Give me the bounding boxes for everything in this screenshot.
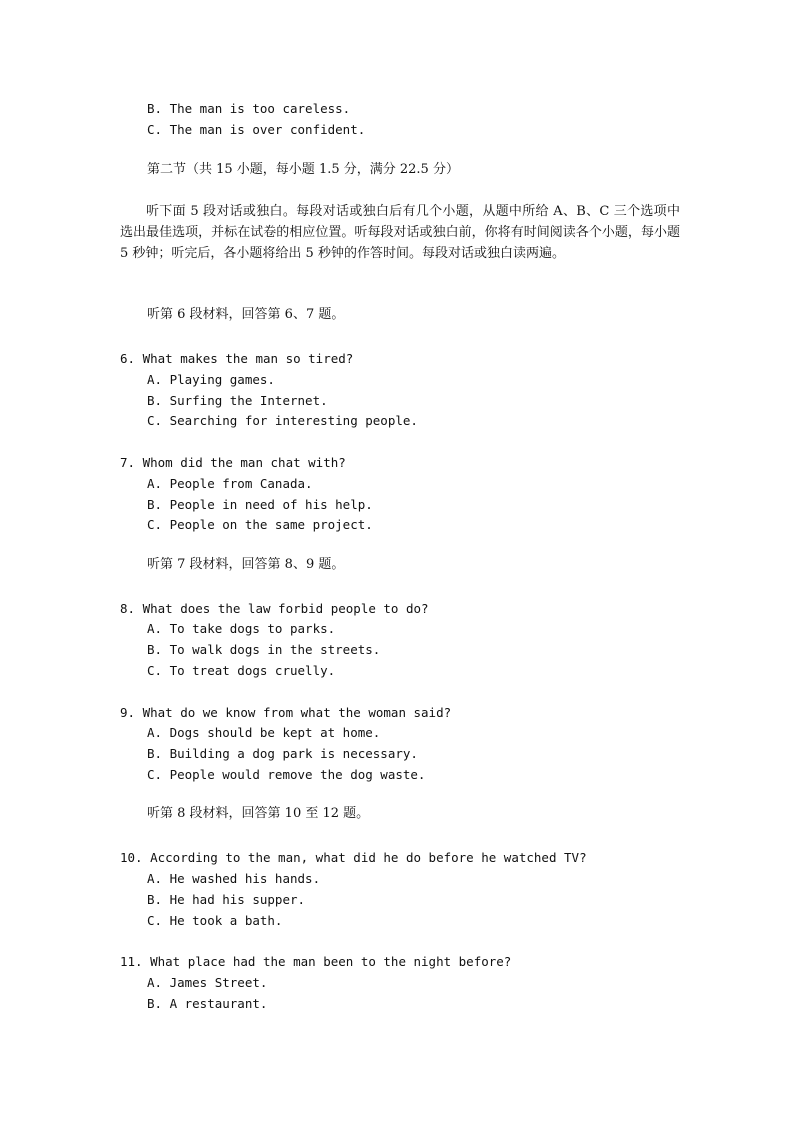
option-b: B. A restaurant. <box>147 996 268 1011</box>
material-heading: 听第 8 段材料，回答第 10 至 12 题。 <box>147 806 370 821</box>
option-a: A. People from Canada. <box>147 476 313 491</box>
option-c: C. To treat dogs cruelly. <box>147 663 336 678</box>
option-a: A. To take dogs to parks. <box>147 621 336 636</box>
option-c: C. He took a bath. <box>147 913 283 928</box>
option-a: A. James Street. <box>147 975 268 990</box>
question-stem: 6. What makes the man so tired? <box>120 351 354 366</box>
option-a: A. Dogs should be kept at home. <box>147 725 381 740</box>
material-heading: 听第 7 段材料，回答第 8、9 题。 <box>147 557 345 572</box>
question-stem: 9. What do we know from what the woman said? <box>120 705 452 720</box>
option-c: C. The man is over confident. <box>147 122 366 137</box>
option-c: C. People would remove the dog waste. <box>147 767 426 782</box>
question-stem: 10. According to the man, what did he do before he watched TV? <box>120 850 587 865</box>
instructions-paragraph: 听下面 5 段对话或独白。每段对话或独白后有几个小题，从题中所给 A、B、C 三个选项中选出最佳选项，并标在试卷的相应位置。听每段对话或独白前，你将有时间阅读各个小题，每小题 5 秒钟；听完后，各小题将给出 5 秒钟的作答时间。每段对话或独白读两遍。 <box>120 204 680 261</box>
option-b: B. He had his supper. <box>147 892 306 907</box>
material-heading: 听第 6 段材料，回答第 6、7 题。 <box>147 307 345 322</box>
option-b: B. The man is too careless. <box>147 101 351 116</box>
question-stem: 11. What place had the man been to the night before? <box>120 954 512 969</box>
option-b: B. To walk dogs in the streets. <box>147 642 381 657</box>
question-stem: 8. What does the law forbid people to do? <box>120 601 429 616</box>
option-b: B. People in need of his help. <box>147 497 373 512</box>
option-c: C. Searching for interesting people. <box>147 413 418 428</box>
section-header: 第二节（共 15 小题，每小题 1.5 分，满分 22.5 分） <box>147 162 459 177</box>
option-a: A. He washed his hands. <box>147 871 321 886</box>
option-a: A. Playing games. <box>147 372 275 387</box>
question-stem: 7. Whom did the man chat with? <box>120 455 346 470</box>
option-b: B. Surfing the Internet. <box>147 393 328 408</box>
option-b: B. Building a dog park is necessary. <box>147 746 418 761</box>
option-c: C. People on the same project. <box>147 517 373 532</box>
